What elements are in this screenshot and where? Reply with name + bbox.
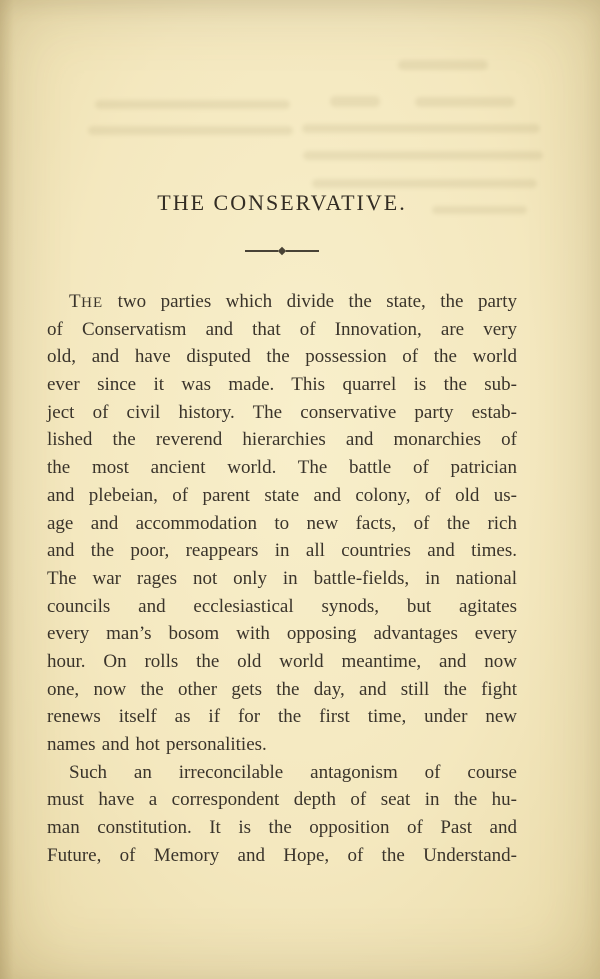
show-through-text — [398, 60, 488, 70]
text-line: one, now the other gets the day, and still the fight — [47, 678, 517, 700]
text-line: of Conservatism and that of Innovation, are very — [47, 318, 517, 340]
text-line: age and accommodation to new facts, of the rich — [47, 512, 517, 534]
show-through-text — [415, 97, 515, 107]
text-line: ever since it was made. This quarrel is the sub- — [47, 374, 517, 396]
text-line — [47, 288, 517, 316]
text-line: old, and have disputed the possession of the world — [47, 346, 517, 368]
text-line: every man’s bosom with opposing advantages every — [47, 623, 517, 645]
divider-rule-right — [286, 250, 319, 252]
text-line: hour. On rolls the old world meantime, and now — [47, 650, 517, 672]
text-line: Future, of Memory and Hope, of the Understand- — [47, 844, 517, 866]
text-line: must have a correspondent depth of seat in the hu- — [47, 789, 517, 811]
text-line: man constitution. It is the opposition of Past and — [47, 817, 517, 839]
text-line: names and hot personalities. — [47, 734, 267, 755]
diamond-ornament-icon — [278, 247, 286, 255]
drop-word-smallcaps: HE — [81, 295, 104, 311]
text-line: councils and ecclesiastical synods, but agitates — [47, 595, 517, 617]
text-line: the most ancient world. The battle of patrician — [47, 457, 517, 479]
chapter-title: THE CONSERVATIVE. — [157, 190, 407, 215]
drop-word-cap: T — [69, 291, 82, 312]
divider-rule-left — [245, 250, 278, 252]
show-through-text — [88, 126, 293, 135]
show-through-text — [330, 96, 380, 107]
text-line: ject of civil history. The conservative party estab- — [47, 401, 517, 423]
body-text — [47, 288, 517, 869]
text-line: Such an irreconcilable antagonism of course — [69, 761, 517, 783]
text-line: and the poor, reappears in all countries and times. — [47, 540, 517, 562]
show-through-text — [303, 151, 543, 160]
text-line: and plebeian, of parent state and colony, of old us- — [47, 484, 517, 506]
title-divider — [47, 246, 517, 256]
text-line-content: two parties which divide the state, the party — [117, 291, 518, 312]
text-line: lished the reverend hierarchies and monarchies of — [47, 429, 517, 451]
show-through-text — [302, 124, 540, 133]
show-through-text — [95, 100, 290, 109]
text-line: The war rages not only in battle-fields, in national — [47, 567, 517, 589]
show-through-text — [312, 179, 537, 188]
page-edge-shadow — [0, 0, 14, 979]
text-line: renews itself as if for the first time, under new — [47, 706, 517, 728]
